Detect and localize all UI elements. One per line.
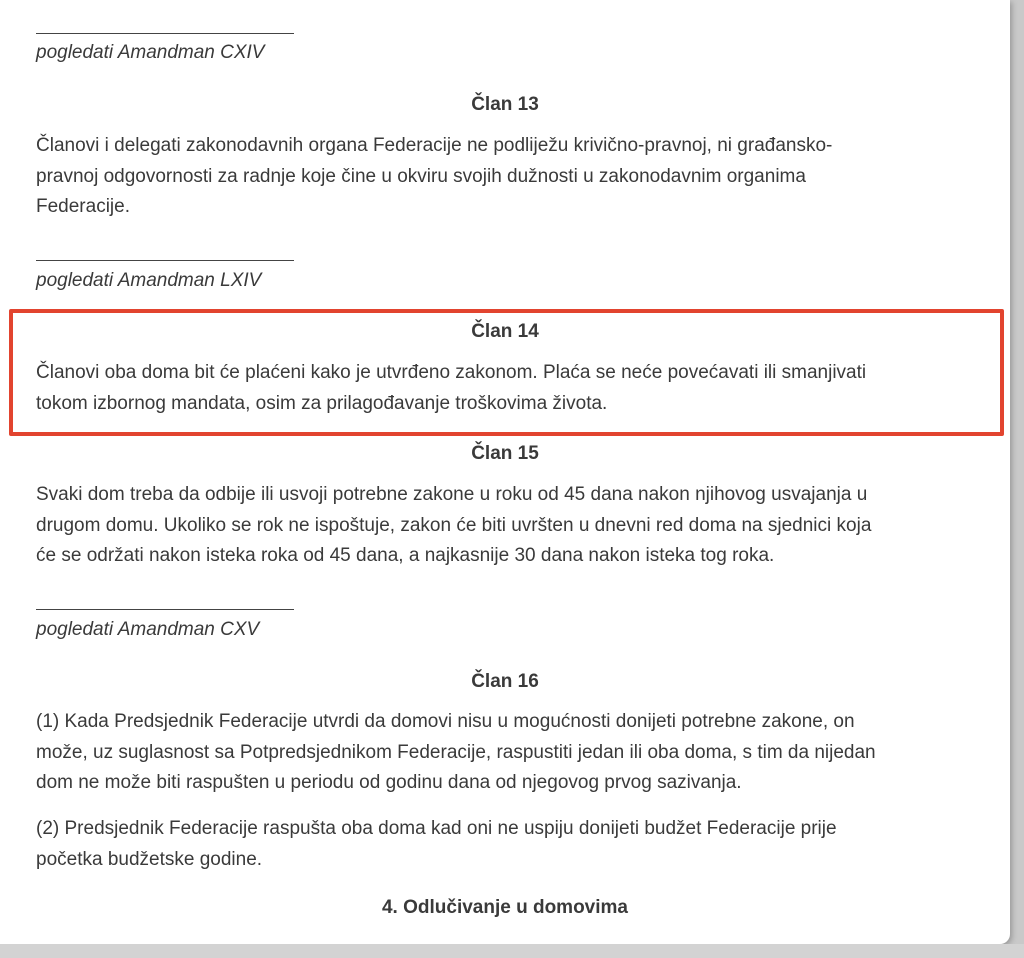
article-16-p1-line-2: može, uz suglasnost sa Potpredsjednikom Federacije, raspustiti jedan ili oba doma, s tim da nijedan xyxy=(36,741,876,763)
amendment-note-lxiv[interactable]: pogledati Amandman LXIV xyxy=(36,270,262,291)
article-13-line-3: Federacije. xyxy=(36,196,130,217)
article-14-line-1: Članovi oba doma bit će plaćeni kako je utvrđeno zakonom. Plaća se neće povećavati ili smanjivati xyxy=(36,362,867,383)
article-15-line-2: drugom domu. Ukoliko se rok ne ispoštuje, zakon će biti uvršten u dnevni red doma na sjednici koja xyxy=(36,514,872,536)
article-15-heading: Član 15 xyxy=(471,443,539,464)
footnote-rule xyxy=(36,260,294,261)
article-15-line-1: Svaki dom treba da odbije ili usvoji potrebne zakone u roku od 45 dana nakon njihovog usvajanja u xyxy=(36,484,868,505)
article-15-line-3: će se održati nakon isteka roka od 45 dana, a najkasnije 30 dana nakon isteka tog roka. xyxy=(36,545,775,566)
article-13-line-2: pravnoj odgovornosti za radnje koje čine u okviru svojih dužnosti u zakonodavnim organima xyxy=(36,165,806,187)
article-16-p2-line-1: (2) Predsjednik Federacije raspušta oba doma kad oni ne uspiju donijeti budžet Federacije prije xyxy=(36,818,837,839)
article-14-line-2: tokom izbornog mandata, osim za prilagođavanje troškovima života. xyxy=(36,392,608,414)
section-heading: 4. Odlučivanje u domovima xyxy=(381,897,628,918)
article-13-line-1: Članovi i delegati zakonodavnih organa Federacije ne podliježu krivično-pravnoj, ni građansko- xyxy=(36,135,833,156)
amendment-note-cxv[interactable]: pogledati Amandman CXV xyxy=(36,619,260,640)
article-13-text xyxy=(36,131,986,223)
footnote-rule xyxy=(36,33,294,34)
article-14-text xyxy=(36,358,986,419)
article-16-paragraph-2 xyxy=(36,814,986,875)
amendment-note-cxiv[interactable]: pogledati Amandman CXIV xyxy=(36,42,265,63)
article-16-paragraph-1 xyxy=(36,707,986,799)
article-15-text xyxy=(36,480,986,572)
article-13-heading: Član 13 xyxy=(471,94,539,115)
article-14-heading: Član 14 xyxy=(471,321,539,342)
page-bottom-edge xyxy=(0,944,1024,958)
article-16-heading: Član 16 xyxy=(471,671,539,692)
article-16-p1-line-1: (1) Kada Predsjednik Federacije utvrdi da domovi nisu u mogućnosti donijeti potrebne zakone, on xyxy=(36,711,855,732)
article-16-p2-line-2: početka budžetske godine. xyxy=(36,848,263,870)
article-16-p1-line-3: dom ne može biti raspušten u periodu od godinu dana od njegovog prvog sazivanja. xyxy=(36,772,742,793)
footnote-rule xyxy=(36,609,294,610)
